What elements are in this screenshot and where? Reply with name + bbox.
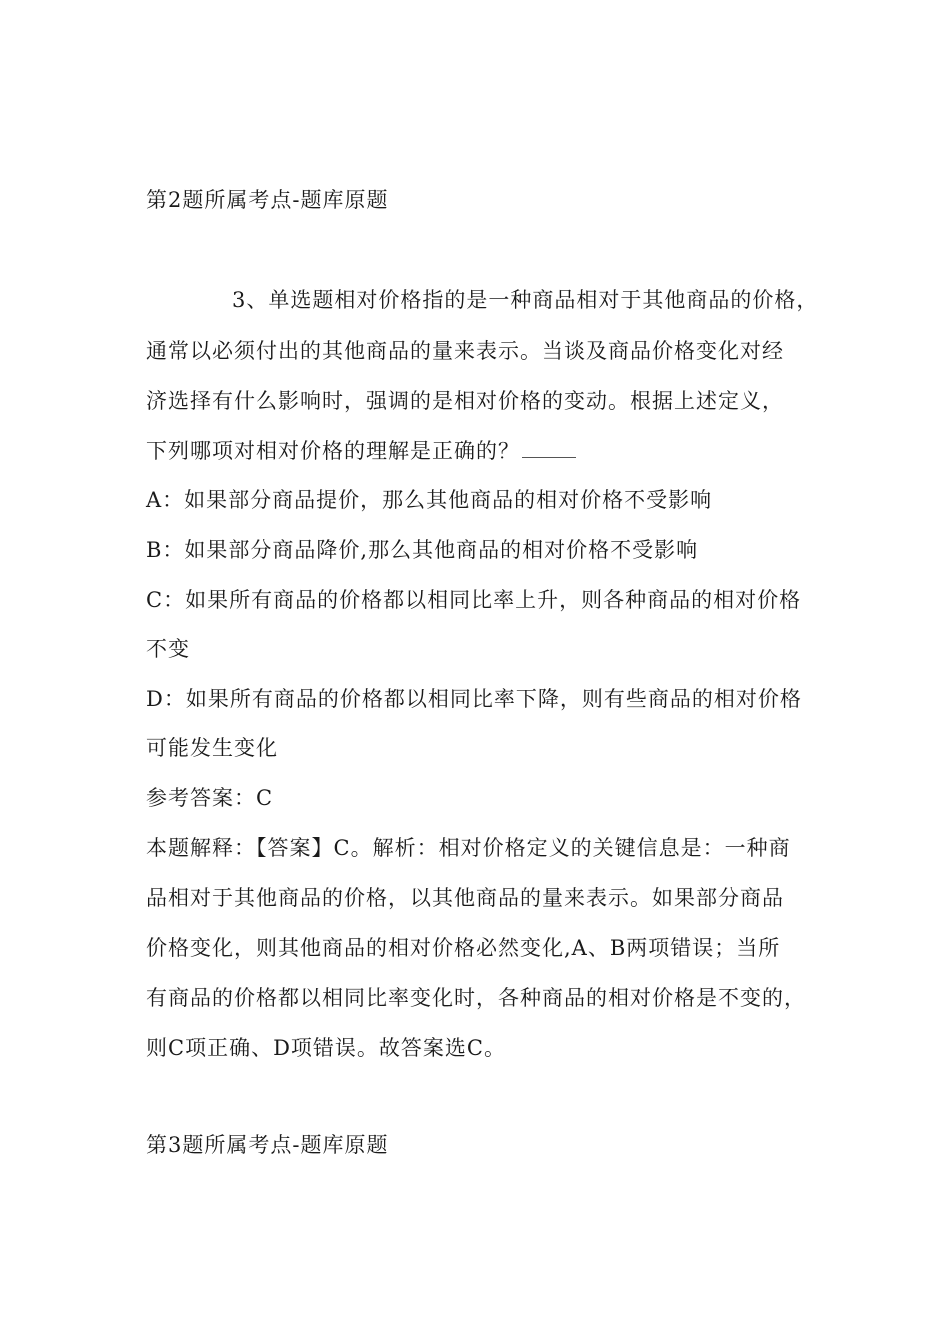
option-d-line-1: D：如果所有商品的价格都以相同比率下降，则有些商品的相对价格 [146, 687, 802, 711]
option-c-line-2: 不变 [146, 637, 190, 661]
reference-answer: 参考答案：C [146, 786, 274, 810]
question-text-line-2: 通常以必须付出的其他商品的量来表示。当谈及商品价格变化对经 [146, 339, 784, 363]
explanation-line-5: 则C项正确、D项错误。故答案选C。 [146, 1036, 506, 1060]
question-text-line-1: 3、单选题相对价格指的是一种商品相对于其他商品的价格， [232, 288, 819, 312]
question-text-line-4-content: 下列哪项对相对价格的理解是正确的？ [146, 439, 520, 463]
explanation-line-4: 有商品的价格都以相同比率变化时，各种商品的相对价格是不变的， [146, 986, 806, 1010]
explanation-line-3: 价格变化，则其他商品的相对价格必然变化,A、B两项错误；当所 [146, 936, 781, 960]
option-b: B：如果部分商品降价,那么其他商品的相对价格不受影响 [146, 538, 699, 562]
question-text-line-3: 济选择有什么影响时，强调的是相对价格的变动。根据上述定义， [146, 389, 784, 413]
explanation-line-2: 品相对于其他商品的价格，以其他商品的量来表示。如果部分商品 [146, 886, 784, 910]
option-a: A：如果部分商品提价，那么其他商品的相对价格不受影响 [146, 488, 713, 512]
section-header-q2: 第2题所属考点-题库原题 [146, 188, 389, 212]
answer-blank [522, 439, 576, 458]
question-text-line-4 [146, 436, 826, 466]
option-d-line-2: 可能发生变化 [146, 736, 278, 760]
section-header-q3: 第3题所属考点-题库原题 [146, 1133, 389, 1157]
explanation-line-1: 本题解释：【答案】C。解析：相对价格定义的关键信息是：一种商 [146, 836, 791, 860]
option-c-line-1: C：如果所有商品的价格都以相同比率上升，则各种商品的相对价格 [146, 588, 802, 612]
